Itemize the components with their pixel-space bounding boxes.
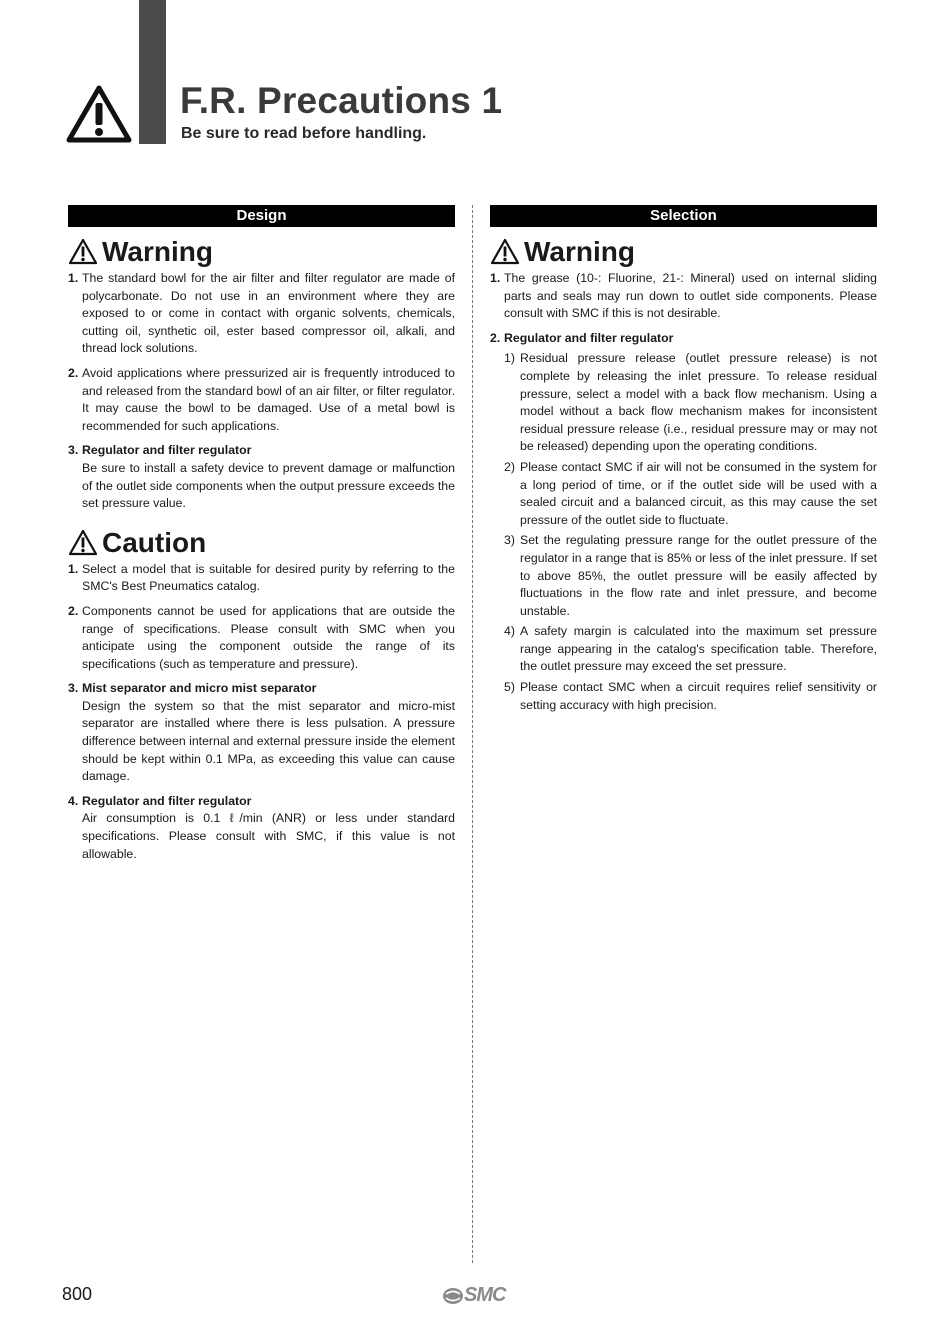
item-text: The grease (10-: Fluorine, 21-: Mineral) used on internal sliding parts and seals may run down to outlet side components. Please consult with SMC if this is not desirable. — [504, 271, 877, 321]
selection-section-header: Selection — [490, 205, 877, 227]
item-text: Select a model that is suitable for desired purity by referring to the SMC's Best Pneumatics catalog. — [82, 561, 455, 594]
list-item — [68, 561, 455, 596]
item-text: The standard bowl for the air filter and filter regulator are made of polycarbonate. Do not use in an environment where they are exposed to or come in contact with organic solvents, chemicals, cutting oil, synthetic oil, ester based compressor oil, alkali, and thread lock solutions. — [82, 271, 455, 356]
list-item — [490, 330, 877, 348]
sub-list-item — [490, 532, 877, 620]
warning-triangle-icon — [490, 238, 520, 266]
design-caution-heading — [68, 527, 455, 559]
sub-list-item — [490, 459, 877, 529]
subitem-text: Please contact SMC when a circuit requires relief sensitivity or setting accuracy with high precision. — [520, 680, 877, 712]
list-item — [68, 680, 455, 786]
subitem-number: 5) — [504, 680, 515, 695]
list-item — [68, 793, 455, 863]
item-text: Air consumption is 0.1 ℓ/min (ANR) or less under standard specifications. Please consult with SMC, if this value is not allowable. — [82, 811, 455, 861]
caution-triangle-icon — [68, 529, 98, 557]
page-subtitle: Be sure to read before handling. — [181, 125, 427, 142]
item-text: Avoid applications where pressurized air is frequently introduced to and released from the standard bowl of an air filter, or filter regulator. It may cause the bowl to be damaged. Use of a metal bowl is recommended for such applications. — [82, 365, 455, 433]
item-number: 3. — [68, 443, 79, 458]
subitem-number: 3) — [504, 533, 515, 548]
warning-label: Warning — [524, 236, 635, 267]
list-item — [490, 270, 877, 323]
item-number: 2. — [68, 365, 79, 380]
page-number: 800 — [62, 1284, 93, 1304]
selection-column — [490, 205, 877, 717]
list-item — [68, 365, 455, 435]
item-number: 2. — [490, 330, 501, 345]
list-item — [68, 603, 455, 673]
sub-list-item — [490, 679, 877, 714]
header-accent-bar — [139, 0, 166, 144]
design-section-header: Design — [68, 205, 455, 227]
item-subheading: Mist separator and micro mist separator — [82, 681, 317, 696]
smc-logo — [442, 1284, 505, 1307]
subitem-number: 4) — [504, 624, 515, 639]
subitem-number: 1) — [504, 351, 515, 366]
item-number: 1. — [490, 271, 501, 285]
subitem-text: Residual pressure release (outlet pressure release) is not complete by releasing the inlet pressure. To release residual pressure, select a model with a back flow mechanism. Using a model without a back flow mechanism makes for inconsistent residual pressure release (i.e., residual pressure may or may not be released) depending upon the operating conditions. — [520, 351, 877, 454]
column-divider — [472, 205, 473, 1263]
item-number: 1. — [68, 271, 79, 285]
item-subheading: Regulator and filter regulator — [504, 330, 674, 345]
item-text: Components cannot be used for applications that are outside the range of specifications. Please consult with SMC when you anticipate using the component outside the range of its specifications (such as temperature and pressure). — [82, 603, 455, 671]
page-title: F.R. Precautions 1 — [180, 80, 503, 121]
design-column — [68, 205, 455, 870]
item-number: 3. — [68, 681, 79, 696]
warning-triangle-icon — [68, 238, 98, 266]
item-number: 1. — [68, 561, 79, 576]
selection-warning-heading — [490, 236, 877, 268]
item-subheading: Regulator and filter regulator — [82, 793, 252, 808]
item-number: 4. — [68, 793, 79, 808]
smc-logo-icon — [442, 1286, 464, 1306]
design-warning-heading — [68, 236, 455, 268]
list-item — [68, 270, 455, 358]
list-item — [68, 442, 455, 512]
warning-triangle-icon — [66, 84, 132, 144]
subitem-text: A safety margin is calculated into the maximum set pressure range appearing in the catalog's specification table. Therefore, the outlet pressure may exceed the set pressure. — [520, 624, 877, 674]
item-text: Be sure to install a safety device to prevent damage or malfunction of the outlet side components when the output pressure exceeds the set pressure value. — [82, 460, 455, 511]
warning-label: Warning — [102, 236, 213, 267]
item-number: 2. — [68, 603, 79, 618]
subitem-text: Set the regulating pressure range for the outlet pressure of the regulator in a range that is 85% or less of the inlet pressure. If set to above 85%, the outlet pressure will be easily affected by fluctuations in the flow rate and inlet pressure, and become unstable. — [520, 533, 877, 618]
sub-list-item — [490, 623, 877, 676]
item-text: Design the system so that the mist separator and micro-mist separator are installed where there is less pulsation. A pressure difference between internal and external pressure inside the element should be kept within 0.1 MPa, as exceeding this value can cause damage. — [82, 698, 456, 784]
subitem-number: 2) — [504, 459, 515, 474]
sub-list-item — [490, 350, 877, 456]
logo-text: SMC — [464, 1284, 506, 1306]
caution-label: Caution — [102, 526, 207, 558]
subitem-text: Please contact SMC if air will not be consumed in the system for a long period of time, or if the outlet side will be used with a sealed circuit and a balanced circuit, as this may cause the set pressure of the outlet side to fluctuate. — [520, 459, 877, 527]
item-subheading: Regulator and filter regulator — [82, 443, 252, 458]
